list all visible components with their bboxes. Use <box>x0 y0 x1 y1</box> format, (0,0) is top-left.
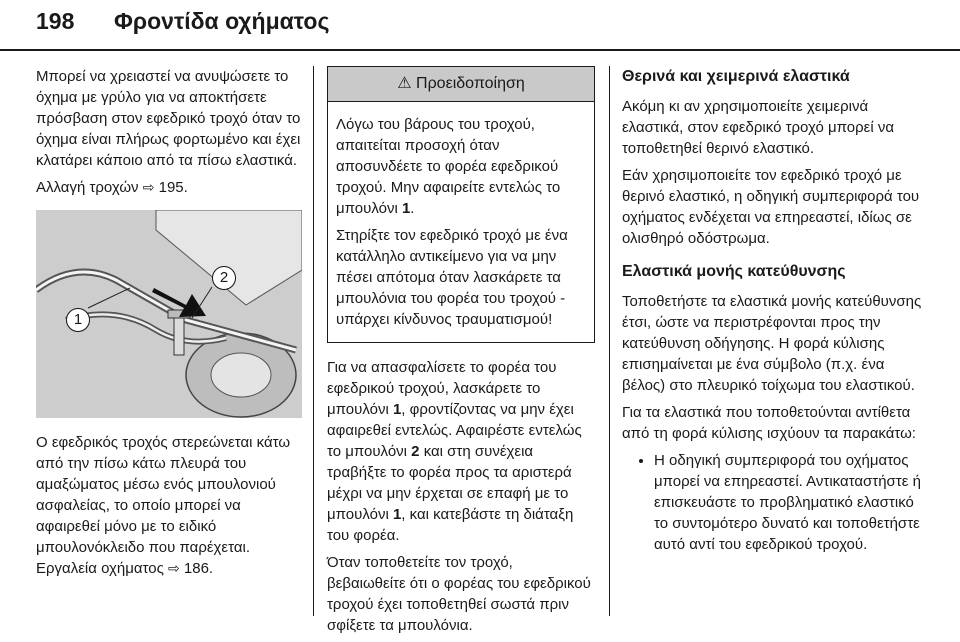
directional-paragraph-1: Τοποθετήστε τα ελαστικά μονής κατεύθυνσης έτσι, ώστε να περιστρέφονται προς την κατεύθυνση οδήγησης. Η φορά κύλισης επισημαίνεται με ένα σύμβολο (π.χ. ένα βέλος) στο πλευρικό τοίχωμα του ελαστικού. <box>622 293 922 394</box>
warning-title: Προειδοποίηση <box>416 75 525 92</box>
bolt-number: 1 <box>392 506 402 523</box>
warning-body <box>328 102 594 342</box>
callout-1: 1 <box>66 308 90 332</box>
body-text: και στη συνέχεια τραβήξτε το φορέα προς τα αριστερά μέχρι να μην έρχεται σε επαφή με το μπουλόνι <box>327 443 572 523</box>
tools-page[interactable]: 186. <box>183 560 214 577</box>
wheel-change-text: Αλλαγή τροχών <box>36 179 139 196</box>
summer-winter-paragraph-1: Ακόμη κι αν χρησιμοποιείτε χειμερινά ελαστικά, στον εφεδρικό τροχό μπορεί να τοποθετηθεί θερινό ελαστικό. <box>622 98 894 157</box>
spare-wheel-figure <box>36 210 302 418</box>
bolt-number: 1 <box>401 200 411 217</box>
header-rule <box>0 49 960 51</box>
directional-paragraph-2: Για τα ελαστικά που τοποθετούνται αντίθετα από τη φορά κύλισης ισχύουν τα παρακάτω: <box>622 404 916 442</box>
column-right <box>622 66 922 555</box>
warning-text: . <box>410 200 415 217</box>
spare-wheel-paragraph <box>36 432 302 579</box>
warning-paragraph-1 <box>336 114 586 219</box>
bolt-number: 2 <box>411 443 420 460</box>
release-paragraph <box>327 357 595 546</box>
column-divider <box>313 66 314 616</box>
page-ref-arrow-icon: ⇨ <box>142 179 155 195</box>
warning-box <box>327 66 595 343</box>
spare-wheel-text: Ο εφεδρικός τροχός στερεώνεται κάτω από την πίσω κάτω πλευρά του αμαξώματος μέσω ενός μπουλονιού ασφαλείας, το οποίο μπορεί να αφαιρεθεί μόνο με το ειδικό μπουλονόκλειδο που παρέχεται. Εργαλεία οχήματος <box>36 434 291 577</box>
column-middle <box>327 66 595 642</box>
bolt-number: 1 <box>392 401 402 418</box>
section-heading-directional: Ελαστικά μονής κατεύθυνσης <box>622 263 846 280</box>
warning-icon: ⚠ <box>397 75 412 92</box>
warning-paragraph-2: Στηρίξτε τον εφεδρικό τροχό με ένα κατάλληλο αντικείμενο για να μην πέσει απότομα όταν λασκάρετε τα μπουλόνια του φορέα του τροχού - υπάρχει κίνδυνος τραυματισμού! <box>336 227 568 328</box>
page-title: Φροντίδα οχήματος <box>114 8 330 34</box>
warning-header <box>328 67 594 102</box>
body-text: Για να απασφαλίσετε το φορέα του εφεδρικού τροχού, λασκάρετε το μπουλόνι <box>327 359 557 418</box>
section-heading-summer-winter: Θερινά και χειμερινά ελαστικά <box>622 68 850 85</box>
callout-2: 2 <box>212 266 236 290</box>
column-left <box>36 66 302 585</box>
wheel-change-ref <box>36 177 302 198</box>
body-text: , φροντίζοντας να μην έχει αφαιρεθεί εντελώς. Αφαιρέστε εντελώς το μπουλόνι <box>327 401 582 460</box>
list-item: • Η οδηγική συμπεριφορά του οχήματος μπορεί να επηρεαστεί. Αντικαταστήστε ή επισκευάστε το προβληματικό ελαστικό το συντομότερο δυνατό και τοποθετήστε αυτό αντί του εφεδρικού τροχού. <box>654 450 922 555</box>
page-ref-arrow-icon: ⇨ <box>168 560 180 576</box>
warning-text: Λόγω του βάρους του τροχού, απαιτείται προσοχή όταν αποσυνδέετε το φορέα εφεδρικού τροχού. Μην αφαιρείτε εντελώς το μπουλόνι <box>336 116 561 217</box>
wheel-change-page[interactable]: 195. <box>158 179 188 196</box>
body-text: , και κατεβάστε τη διάταξη του φορέα. <box>327 506 574 544</box>
page-header <box>0 0 960 50</box>
intro-paragraph: Μπορεί να χρειαστεί να ανυψώσετε το όχημα με γρύλο για να αποκτήσετε πρόσβαση στον εφεδρικό τροχό όταν το όχημα είναι πλήρως φορτωμένο και έχει κλατάρει κάποιο από τα πίσω ελαστικά. <box>36 68 301 169</box>
directional-list <box>622 450 922 555</box>
summer-winter-paragraph-2: Εάν χρησιμοποιείτε τον εφεδρικό τροχό με θερινό ελαστικό, η οδηγική συμπεριφορά του οχήματος ενδέχεται να επηρεαστεί, ιδίως σε ολισθηρό οδόστρωμα. <box>622 167 920 247</box>
install-paragraph: Όταν τοποθετείτε τον τροχό, βεβαιωθείτε ότι ο φορέας του εφεδρικού τροχού έχει τοποθετηθεί σωστά πριν σφίξετε τα μπουλόνια. <box>327 554 591 634</box>
page-number: 198 <box>36 8 75 34</box>
column-divider <box>609 66 610 616</box>
